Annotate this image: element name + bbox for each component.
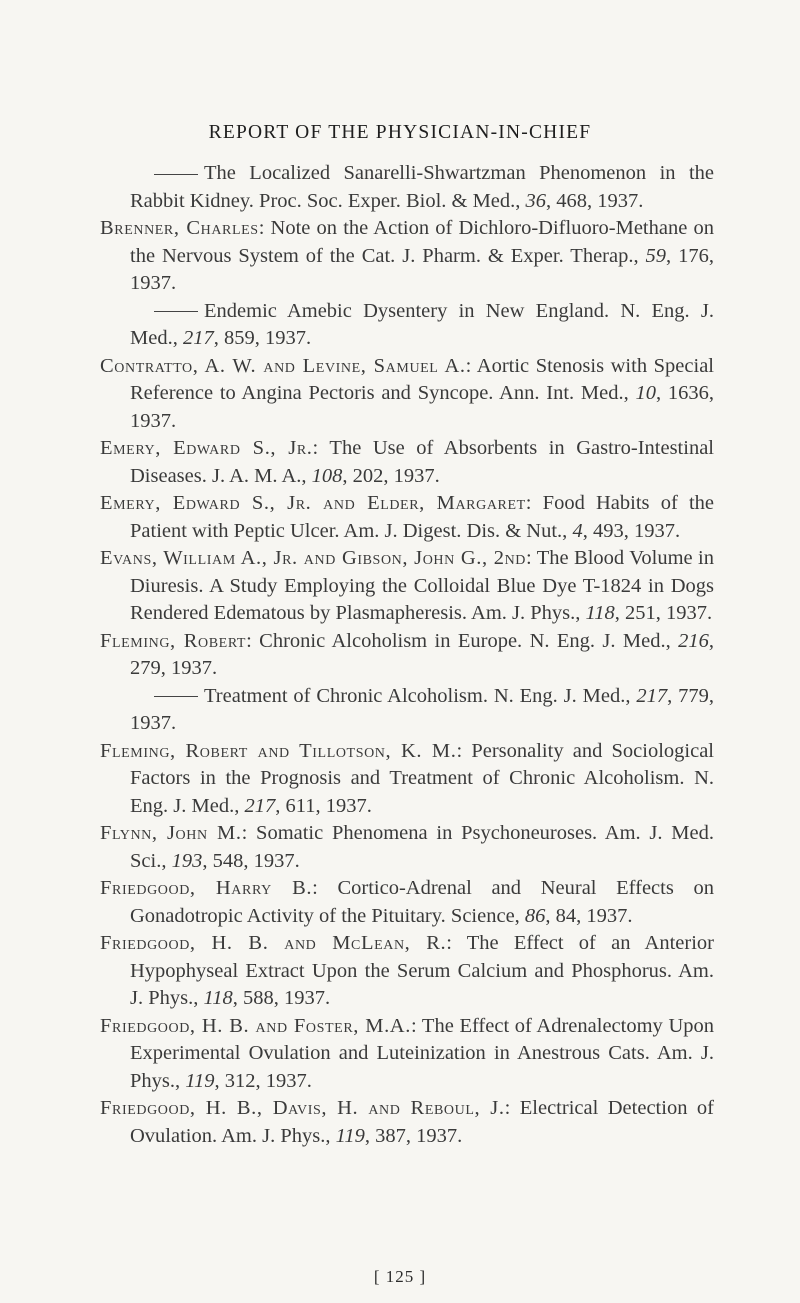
bibliography-list xyxy=(100,160,714,1150)
bibliography-entry xyxy=(100,738,714,821)
entry-volume: 193 xyxy=(171,849,203,872)
entry-pages-year: , 176, 1937. xyxy=(130,244,714,294)
bibliography-entry xyxy=(100,875,714,930)
entry-pages-year: , 588, 1937. xyxy=(232,987,331,1009)
bibliography-entry xyxy=(100,930,714,1013)
entry-pages-year: , 202, 1937. xyxy=(342,464,440,487)
entry-volume: 36 xyxy=(525,189,547,212)
ditto-dash xyxy=(154,311,198,312)
entry-pages-year: , 279, 1937. xyxy=(130,629,715,679)
ditto-dash xyxy=(154,174,198,175)
entry-title: : Food Habits of the Patient with Peptic Ulcer. Am. J. Digest. Dis. & Nut., xyxy=(130,492,714,542)
entry-title: The Localized Sanarelli-Shwartzman Phenomenon in the Rabbit Kidney. Proc. Soc. Exper. Biol. & Med., xyxy=(130,162,714,212)
bibliography-entry xyxy=(100,353,714,436)
entry-volume: 118 xyxy=(203,987,233,1009)
entry-pages-year: , 312, 1937. xyxy=(214,1069,312,1092)
bibliography-entry xyxy=(100,298,714,353)
entry-volume: 119 xyxy=(185,1069,215,1092)
entry-volume: 217 xyxy=(182,327,214,349)
entry-title: : Chronic Alcoholism in Europe. N. Eng. J. Med., xyxy=(246,629,679,652)
entry-title: : The Effect of an Anterior Hypophyseal Extract Upon the Serum Calcium and Phosphorus. Am. J. Phys., xyxy=(130,932,714,1009)
entry-pages-year: , 1636, 1937. xyxy=(130,382,715,432)
entry-title: : The Blood Volume in Diuresis. A Study Employing the Colloidal Blue Dye T-1824 in Dogs Rendered Edematous by Plasmapheresis. Am. J. Phys., xyxy=(130,547,714,624)
entry-pages-year: , 779, 1937. xyxy=(130,684,715,734)
entry-volume: 119 xyxy=(335,1124,365,1147)
entry-title: Endemic Amebic Dysentery in New England. N. Eng. J. Med., xyxy=(130,299,714,349)
entry-author: Friedgood, H. B. and McLean, R. xyxy=(100,932,447,954)
entry-author: Evans, William A., Jr. and Gibson, John G., 2nd xyxy=(100,547,526,569)
entry-volume: 216 xyxy=(678,629,709,652)
entry-author: Friedgood, H. B. and Foster, M.A. xyxy=(100,1014,411,1037)
bibliography-entry xyxy=(100,490,714,545)
entry-pages-year: , 859, 1937. xyxy=(213,327,312,349)
entry-volume: 118 xyxy=(585,602,615,624)
bibliography-entry xyxy=(100,628,714,683)
entry-volume: 10 xyxy=(635,382,656,404)
entry-pages-year: , 84, 1937. xyxy=(545,904,633,927)
entry-pages-year: , 468, 1937. xyxy=(546,189,644,212)
entry-title: : The Effect of Adrenalectomy Upon Experimental Ovulation and Luteinization in Anestrous Cats. Am. J. Phys., xyxy=(130,1014,714,1092)
entry-volume: 59 xyxy=(645,244,667,267)
entry-title: Treatment of Chronic Alcoholism. N. Eng. J. Med., xyxy=(204,684,637,707)
entry-pages-year: , 387, 1937. xyxy=(364,1124,463,1147)
entry-title: : The Use of Absorbents in Gastro-Intestinal Diseases. J. A. M. A., xyxy=(130,437,714,487)
entry-author: Friedgood, Harry B. xyxy=(100,877,313,899)
entry-title: : Aortic Stenosis with Special Reference to Angina Pectoris and Syncope. Ann. Int. Med., xyxy=(130,354,714,404)
entry-pages-year: , 251, 1937. xyxy=(614,602,713,624)
entry-author: Contratto, A. W. and Levine, Samuel A. xyxy=(100,354,466,377)
entry-pages-year: , 548, 1937. xyxy=(202,849,300,872)
bibliography-entry xyxy=(100,1095,714,1150)
page-number: [ 125 ] xyxy=(373,1267,427,1286)
ditto-dash xyxy=(154,696,198,697)
entry-title: : Personality and Sociological Factors in the Prognosis and Treatment of Chronic Alcoholism. N. Eng. J. Med., xyxy=(130,739,714,817)
bibliography-entry xyxy=(100,160,714,215)
entry-author: Flynn, John M. xyxy=(100,822,242,844)
bibliography-entry xyxy=(100,435,714,490)
bibliography-entry xyxy=(100,820,714,875)
bibliography-entry xyxy=(100,683,714,738)
entry-title: : Note on the Action of Dichloro-Difluoro-Methane on the Nervous System of the Cat. J. Pharm. & Exper. Therap., xyxy=(130,217,714,267)
entry-title: : Cortico-Adrenal and Neural Effects on Gonadotropic Activity of the Pituitary. Science, xyxy=(130,877,714,927)
entry-author: Fleming, Robert and Tillotson, K. M. xyxy=(100,739,457,762)
entry-volume: 108 xyxy=(311,464,343,487)
bibliography-entry xyxy=(100,1013,714,1096)
entry-author: Emery, Edward S., Jr. xyxy=(100,437,313,459)
entry-title: : Electrical Detection of Ovulation. Am. J. Phys., xyxy=(130,1097,714,1147)
entry-volume: 4 xyxy=(572,519,583,542)
entry-volume: 86 xyxy=(524,904,546,927)
entry-author: Fleming, Robert xyxy=(100,629,247,652)
bibliography-entry xyxy=(100,545,714,628)
entry-author: Friedgood, H. B., Davis, H. and Reboul, J. xyxy=(100,1097,505,1119)
entry-author: Emery, Edward S., Jr. and Elder, Margaret xyxy=(100,492,526,514)
entry-pages-year: , 611, 1937. xyxy=(275,794,372,817)
entry-volume: 217 xyxy=(244,794,276,817)
entry-volume: 217 xyxy=(636,684,668,707)
entry-title: : Somatic Phenomena in Psychoneuroses. Am. J. Med. Sci., xyxy=(130,822,714,872)
bibliography-entry xyxy=(100,215,714,298)
entry-pages-year: , 493, 1937. xyxy=(582,519,681,542)
running-header: REPORT OF THE PHYSICIAN-IN-CHIEF xyxy=(208,122,592,143)
entry-author: Brenner, Charles xyxy=(100,217,259,239)
